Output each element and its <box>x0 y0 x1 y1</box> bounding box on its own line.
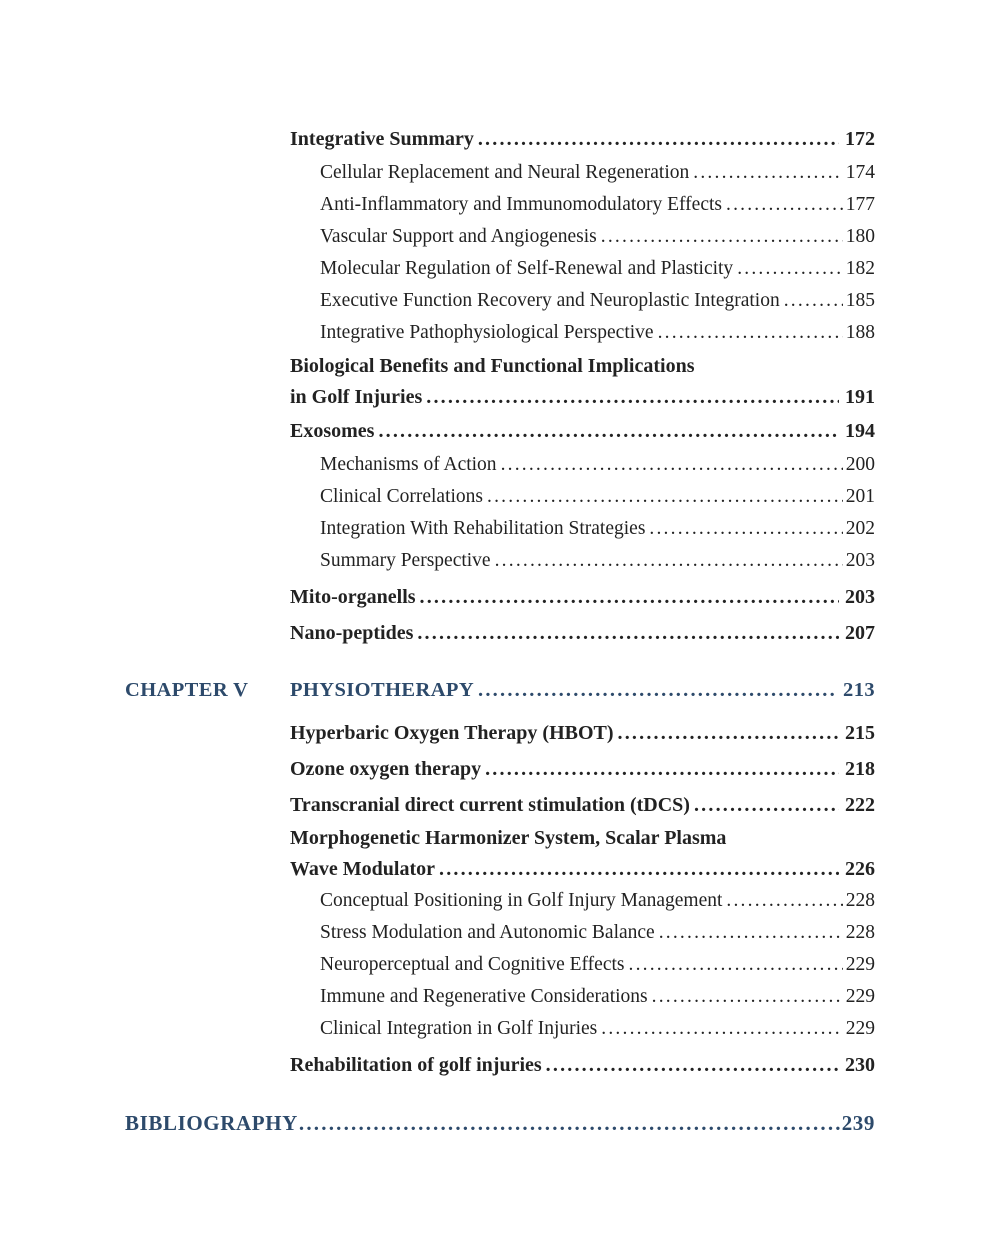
dot-leader <box>487 481 843 513</box>
toc-row <box>125 1013 875 1045</box>
toc-page-number: 202 <box>845 518 875 539</box>
toc-row <box>125 382 875 413</box>
toc-entry-label: Mechanisms of Action <box>320 454 497 475</box>
dot-leader <box>629 949 843 981</box>
dot-leader <box>495 545 843 577</box>
dot-leader <box>652 981 843 1013</box>
toc-page-number: 203 <box>845 586 875 608</box>
toc-page-number: 182 <box>845 258 875 279</box>
toc-entry-label: Morphogenetic Harmonizer System, Scalar Plasma <box>290 827 727 849</box>
dot-leader <box>439 854 839 885</box>
toc-row <box>125 917 875 949</box>
dot-leader <box>485 751 839 787</box>
toc-page-number: 228 <box>845 922 875 943</box>
toc-entry-label: Clinical Integration in Golf Injuries <box>320 1018 598 1039</box>
toc-entry-label: Biological Benefits and Functional Implications <box>290 355 695 377</box>
toc-row <box>125 285 875 317</box>
toc-entry-label: Clinical Correlations <box>320 486 484 507</box>
dot-leader <box>694 787 839 823</box>
toc-row <box>125 885 875 917</box>
toc-page-number: 222 <box>845 794 875 816</box>
toc-entry-label: Integrative Pathophysiological Perspective <box>320 322 654 343</box>
toc-row <box>125 715 875 751</box>
toc-page-number: 230 <box>845 1054 875 1076</box>
toc-page-number: 177 <box>845 194 875 215</box>
toc-page-number: 229 <box>845 986 875 1007</box>
toc-row <box>125 823 875 854</box>
toc-row <box>125 481 875 513</box>
dot-leader <box>501 449 843 481</box>
toc-row <box>125 545 875 577</box>
toc-page-number: 180 <box>845 226 875 247</box>
dot-leader <box>618 715 839 751</box>
toc-entry-label: PHYSIOTHERAPY <box>290 679 475 701</box>
dot-leader <box>601 1013 842 1045</box>
dot-leader <box>420 579 839 615</box>
toc-page-number: 229 <box>845 1018 875 1039</box>
toc-entry-label: Anti-Inflammatory and Immunomodulatory Effects <box>320 194 722 215</box>
toc-row <box>125 579 875 615</box>
toc-page-number: 213 <box>843 679 875 701</box>
dot-leader <box>478 671 837 709</box>
dot-leader <box>659 917 843 949</box>
toc-row <box>125 1103 875 1143</box>
toc-entry-label: Rehabilitation of golf injuries <box>290 1054 542 1076</box>
toc-row <box>125 253 875 285</box>
toc-entry-label: Nano-peptides <box>290 622 414 644</box>
toc-page-number: 228 <box>845 890 875 911</box>
toc-row <box>125 157 875 189</box>
toc-row <box>125 787 875 823</box>
toc-entry-label: Executive Function Recovery and Neuroplastic Integration <box>320 290 780 311</box>
toc-row <box>125 949 875 981</box>
toc-row <box>125 671 875 709</box>
toc-page-number: 226 <box>845 858 875 880</box>
dot-leader <box>299 1103 841 1143</box>
toc-page-number: 203 <box>845 550 875 571</box>
toc-entry-label: Integration With Rehabilitation Strategies <box>320 518 646 539</box>
toc-page-number: 188 <box>845 322 875 343</box>
dot-leader <box>649 513 842 545</box>
toc-page-number: 207 <box>845 622 875 644</box>
toc-entry-label: Ozone oxygen therapy <box>290 758 482 780</box>
toc-entry-label: Mito-organells <box>290 586 416 608</box>
toc-row <box>125 449 875 481</box>
toc-page-number: 200 <box>845 454 875 475</box>
toc-row <box>125 351 875 382</box>
dot-leader <box>426 382 839 413</box>
chapter-label: CHAPTER V <box>125 679 249 701</box>
toc-page-number: 239 <box>841 1111 875 1135</box>
toc-row <box>125 1047 875 1083</box>
toc-page-number: 172 <box>845 128 875 150</box>
toc-entry-label: Neuroperceptual and Cognitive Effects <box>320 954 625 975</box>
toc-row <box>125 615 875 651</box>
toc-entry-label: Molecular Regulation of Self-Renewal and Plasticity <box>320 258 734 279</box>
toc-row <box>125 981 875 1013</box>
toc-row <box>125 413 875 449</box>
toc-entry-label: Vascular Support and Angiogenesis <box>320 226 597 247</box>
dot-leader <box>658 317 843 349</box>
toc-row <box>125 751 875 787</box>
toc-page-number: 218 <box>845 758 875 780</box>
toc-entry-label: Integrative Summary <box>290 128 474 150</box>
toc-entry-label: Stress Modulation and Autonomic Balance <box>320 922 655 943</box>
toc-entry-label: Transcranial direct current stimulation (tDCS) <box>290 794 690 816</box>
toc-list <box>125 121 875 1143</box>
dot-leader <box>737 253 843 285</box>
toc-row <box>125 854 875 885</box>
dot-leader <box>726 189 843 221</box>
toc-row <box>125 221 875 253</box>
toc-row <box>125 317 875 349</box>
toc-row <box>125 189 875 221</box>
toc-page-number: 201 <box>845 486 875 507</box>
toc-page-number: 229 <box>845 954 875 975</box>
toc-page-number: 191 <box>845 386 875 408</box>
toc-page-number: 194 <box>845 420 875 442</box>
dot-leader <box>546 1047 839 1083</box>
toc-page-number: 174 <box>845 162 875 183</box>
dot-leader <box>417 615 839 651</box>
dot-leader <box>478 121 839 157</box>
toc-entry-label: Immune and Regenerative Considerations <box>320 986 648 1007</box>
toc-entry-label: Hyperbaric Oxygen Therapy (HBOT) <box>290 722 614 744</box>
toc-entry-label: Conceptual Positioning in Golf Injury Management <box>320 890 723 911</box>
dot-leader <box>726 885 842 917</box>
toc-entry-label: BIBLIOGRAPHY <box>125 1111 298 1135</box>
dot-leader <box>693 157 842 189</box>
toc-entry-label: Summary Perspective <box>320 550 491 571</box>
toc-row <box>125 513 875 545</box>
toc-entry-label: Exosomes <box>290 420 375 442</box>
toc-entry-label: Cellular Replacement and Neural Regeneration <box>320 162 690 183</box>
dot-leader <box>784 285 843 317</box>
toc-entry-label: in Golf Injuries <box>290 386 423 408</box>
toc-entry-label: Wave Modulator <box>290 858 435 880</box>
toc-page-number: 185 <box>845 290 875 311</box>
dot-leader <box>601 221 843 253</box>
toc-row <box>125 121 875 157</box>
dot-leader <box>378 413 839 449</box>
toc-page-number: 215 <box>845 722 875 744</box>
